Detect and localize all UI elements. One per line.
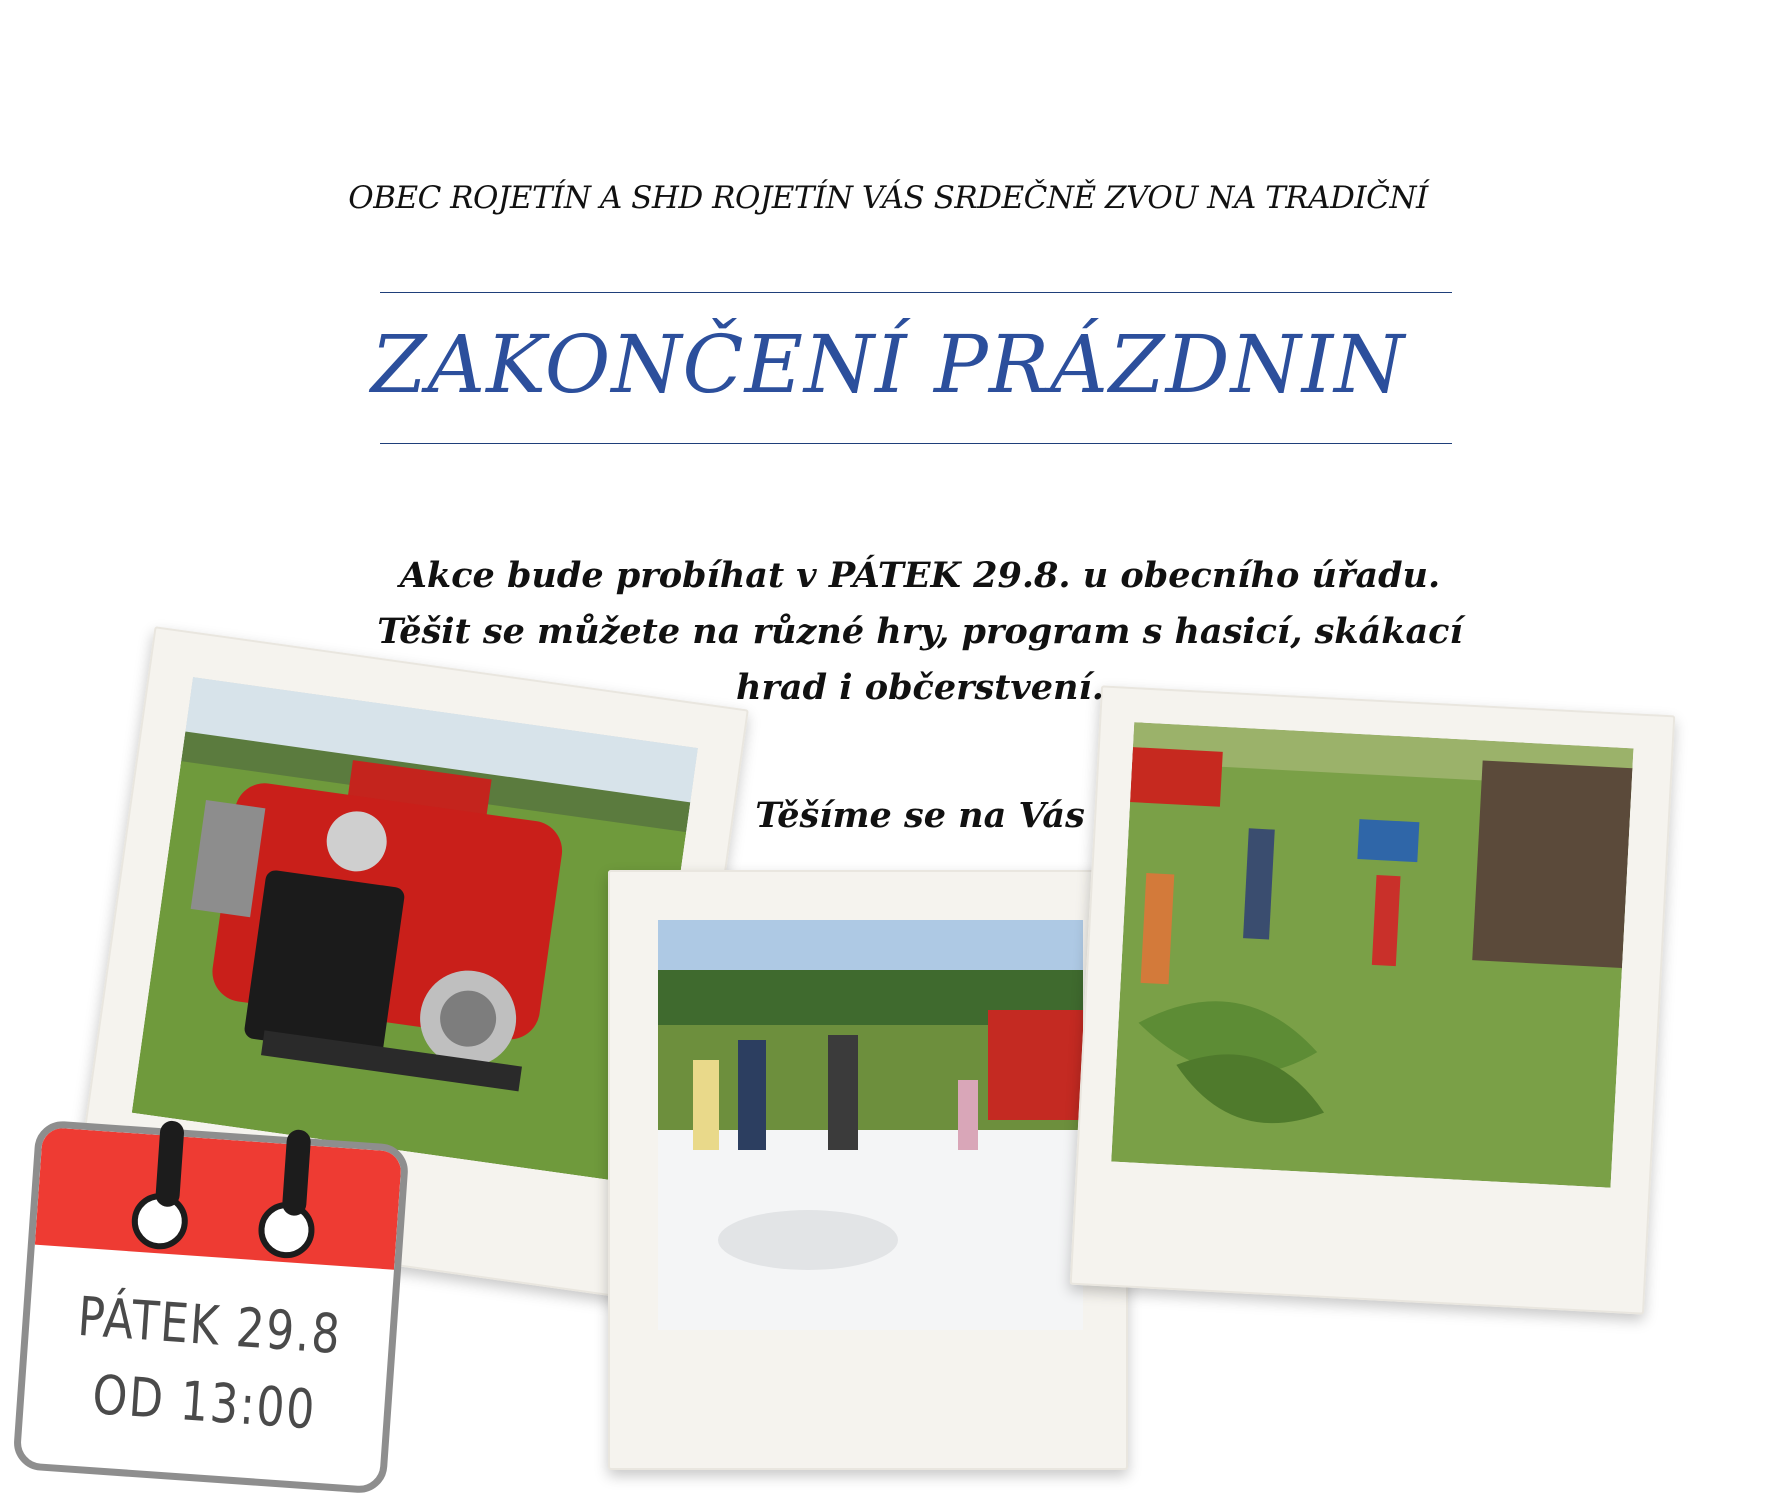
calendar-time: OD 13:00 (90, 1363, 319, 1442)
greeting: Těšíme se na Vás (755, 795, 1085, 836)
polaroid-middle (608, 870, 1128, 1470)
calendar-body (12, 1119, 410, 1494)
children-hose-photo (1111, 722, 1633, 1188)
foam-party-photo (658, 920, 1083, 1330)
event-title: ZAKONČENÍ PRÁZDNIN (370, 318, 1406, 411)
invitation-line: OBEC ROJETÍN A SHD ROJETÍN VÁS SRDEČNĚ ZVOU NA TRADIČNÍ (348, 180, 1428, 216)
calendar-header (35, 1127, 402, 1270)
calendar-date-card (12, 1119, 407, 1492)
polaroid-right (1070, 685, 1676, 1314)
calendar-day-date: PÁTEK 29.8 (75, 1284, 344, 1367)
title-divider-bottom (380, 443, 1452, 444)
title-divider-top (380, 292, 1452, 293)
event-description: Akce bude probíhat v PÁTEK 29.8. u obecního úřadu. Těšit se můžete na různé hry, program s hasicí, skákací hrad i občerstvení. (377, 555, 1463, 708)
